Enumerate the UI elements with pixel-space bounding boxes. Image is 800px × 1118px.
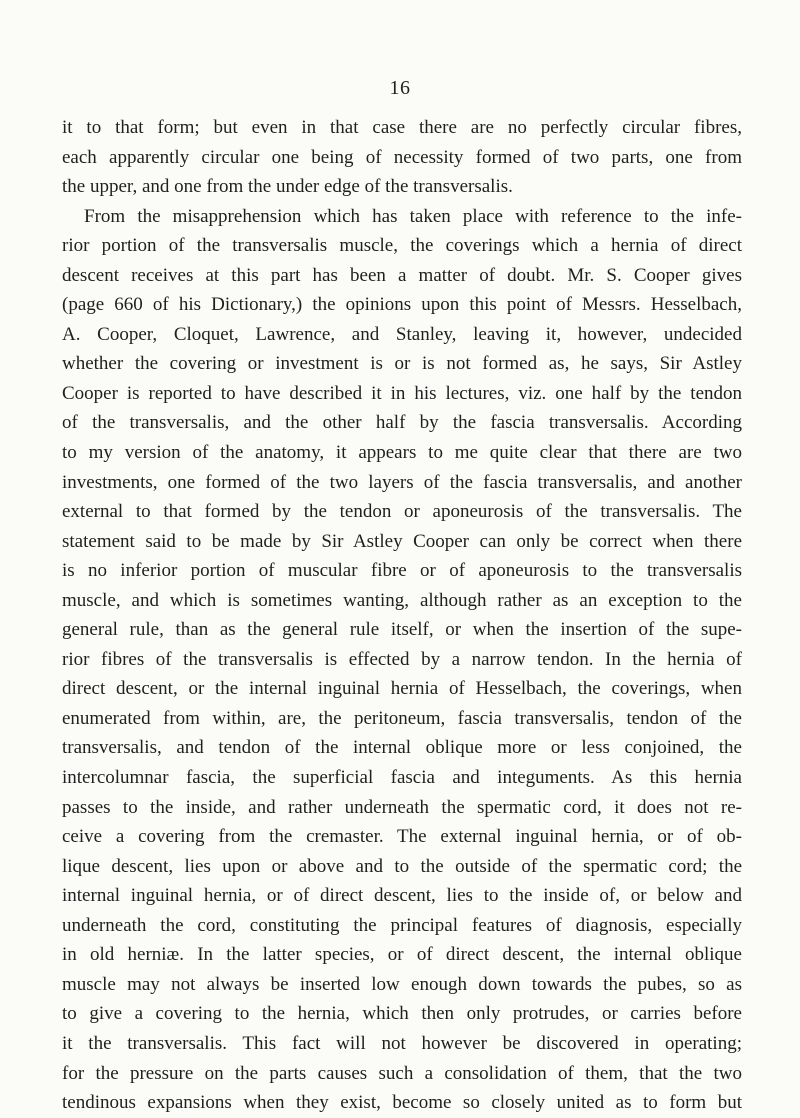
text-line: A. Cooper, Cloquet, Lawrence, and Stanley, leaving it, however, undecided (62, 323, 742, 345)
text-line: lique descent, lies upon or above and to the outside of the spermatic cord; the (62, 855, 742, 877)
text-line: From the misapprehension which has taken place with reference to the infe- (84, 205, 742, 227)
text-line: underneath the cord, constituting the principal features of diagnosis, especially (62, 914, 742, 936)
text-line: in old herniæ. In the latter species, or of direct descent, the internal oblique (62, 944, 742, 966)
text-line: of the transversalis, and the other half by the fascia transversalis. According (62, 412, 742, 434)
text-line: direct descent, or the internal inguinal hernia of Hesselbach, the coverings, when (62, 678, 742, 700)
text-line: statement said to be made by Sir Astley Cooper can only be correct when there (62, 530, 742, 552)
body-text (62, 113, 742, 1118)
text-line: each apparently circular one being of necessity formed of two parts, one from (62, 146, 742, 168)
text-line: enumerated from within, are, the peritoneum, fascia transversalis, tendon of the (62, 707, 742, 729)
text-line: external to that formed by the tendon or aponeurosis of the transversalis. The (62, 501, 742, 523)
text-line: to give a covering to the hernia, which then only protrudes, or carries before (62, 1003, 742, 1025)
text-line: tendinous expansions when they exist, become so closely united as to form but (62, 1092, 742, 1114)
text-line: it to that form; but even in that case there are no perfectly circular fibres, (62, 117, 742, 138)
text-line: muscle, and which is sometimes wanting, although rather as an exception to the (62, 589, 742, 611)
text-line: rior portion of the transversalis muscle, the coverings which a hernia of direct (62, 235, 742, 257)
text-line: investments, one formed of the two layers of the fascia transversalis, and another (62, 471, 742, 493)
text-line: muscle may not always be inserted low enough down towards the pubes, so as (62, 973, 742, 995)
text-line: (page 660 of his Dictionary,) the opinions upon this point of Messrs. Hesselbach, (62, 294, 742, 316)
text-line: the upper, and one from the under edge of the transversalis. (62, 176, 513, 198)
text-line: transversalis, and tendon of the internal oblique more or less conjoined, the (62, 737, 742, 759)
page-number: 16 (389, 77, 411, 99)
text-line: ceive a covering from the cremaster. The external inguinal hernia, or of ob- (62, 826, 742, 848)
text-line: rior fibres of the transversalis is effected by a narrow tendon. In the hernia of (62, 648, 742, 670)
text-line: is no inferior portion of muscular fibre or of aponeurosis to the transversalis (62, 560, 742, 582)
text-line: it the transversalis. This fact will not however be discovered in operating; (62, 1032, 742, 1054)
text-line: Cooper is reported to have described it in his lectures, viz. one half by the tendon (62, 382, 742, 404)
text-line: for the pressure on the parts causes such a consolidation of them, that the two (62, 1062, 742, 1084)
text-line: passes to the inside, and rather underneath the spermatic cord, it does not re- (62, 796, 742, 818)
text-line: descent receives at this part has been a matter of doubt. Mr. S. Cooper gives (62, 264, 742, 286)
text-line: whether the covering or investment is or is not formed as, he says, Sir Astley (62, 353, 742, 375)
text-line: internal inguinal hernia, or of direct descent, lies to the inside of, or below and (62, 885, 742, 907)
text-line: intercolumnar fascia, the superficial fascia and integuments. As this hernia (62, 767, 742, 789)
text-line: to my version of the anatomy, it appears to me quite clear that there are two (62, 442, 742, 464)
text-line: general rule, than as the general rule itself, or when the insertion of the supe- (62, 619, 742, 641)
